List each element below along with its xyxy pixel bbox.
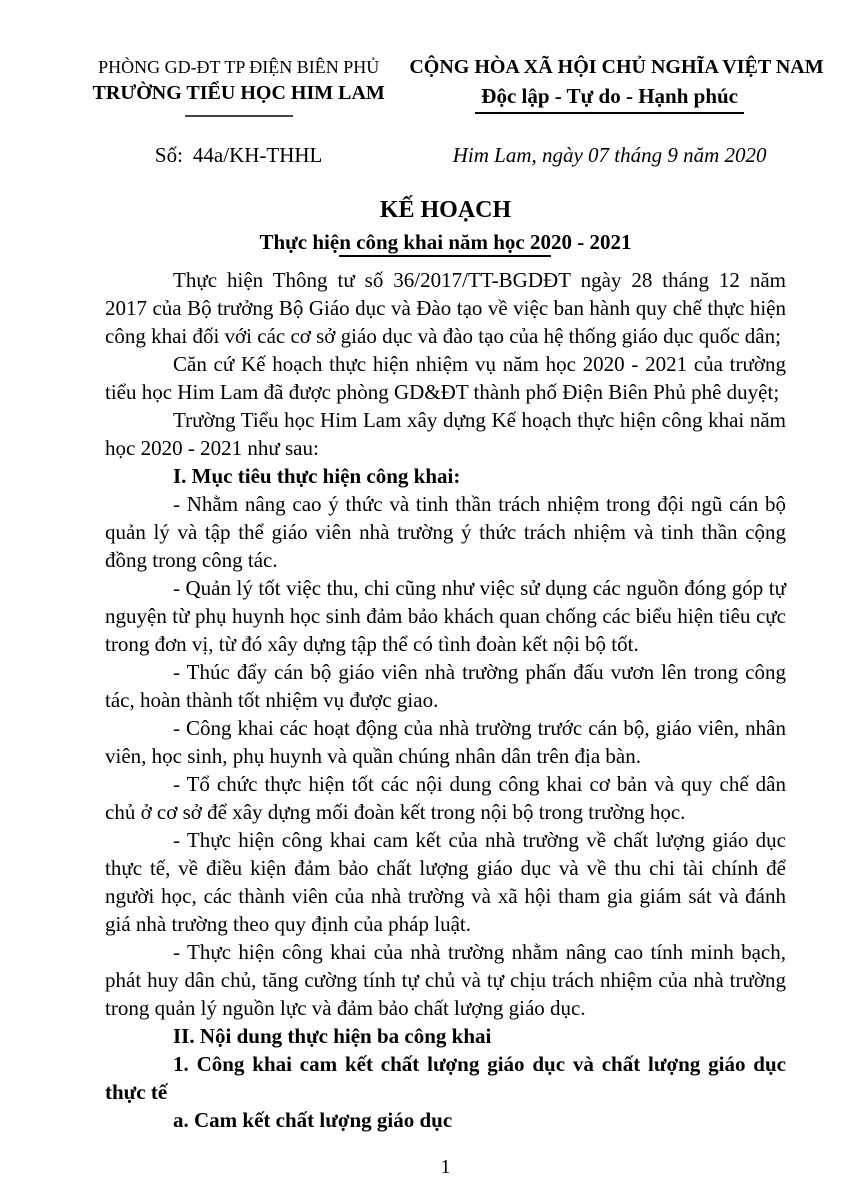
- title-block: [105, 195, 786, 256]
- paragraph: - Công khai các hoạt động của nhà trường trước cán bộ, giáo viên, nhân viên, học sinh, phụ huynh và quần chúng nhân dân trên địa bàn.: [105, 716, 786, 768]
- national-motto: [409, 83, 810, 114]
- paragraph: - Thúc đẩy cán bộ giáo viên nhà trường phấn đấu vươn lên trong công tác, hoàn thành tốt nhiệm vụ được giao.: [105, 660, 786, 712]
- document-body: [105, 266, 786, 1134]
- section-heading: I. Mục tiêu thực hiện công khai:: [173, 464, 461, 488]
- document-number: 44a/KH-THHL: [192, 143, 323, 167]
- subtitle-segment-underlined: n công khai năm học 20: [339, 230, 551, 257]
- document-subtitle: [105, 228, 786, 256]
- section-heading: II. Nội dung thực hiện ba công khai: [173, 1024, 492, 1048]
- paragraph: Trường Tiểu học Him Lam xây dựng Kế hoạch thực hiện công khai năm học 2020 - 2021 như sau:: [105, 408, 786, 460]
- paragraph: - Quản lý tốt việc thu, chi cũng như việc sử dụng các nguồn đóng góp tự nguyện từ phụ huynh học sinh đảm bảo khách quan chống các biểu hiện tiêu cực trong đơn vị, từ đó xây dựng tập thể có tình đoàn kết nội bộ tốt.: [105, 576, 786, 656]
- place-and-date: Him Lam, ngày 07 tháng 9 năm 2020: [452, 143, 767, 167]
- document-number-line: [68, 143, 409, 168]
- paragraph: - Nhằm nâng cao ý thức và tinh thần trách nhiệm trong đội ngũ cán bộ quản lý và tập thể giáo viên nhà trường ý thức trách nhiệm và tinh thần cộng đồng trong công tác.: [105, 492, 786, 572]
- document-meta-row: [68, 143, 810, 168]
- document-number-label: Số:: [154, 143, 183, 167]
- issuing-department: PHÒNG GD-ĐT TP ĐIỆN BIÊN PHỦ: [98, 57, 380, 77]
- header-left-rule: [185, 115, 293, 117]
- paragraph: - Tổ chức thực hiện tốt các nội dung công khai cơ bản và quy chế dân chủ ở cơ sở để xây dựng mối đoàn kết trong nội bộ trong trường học.: [105, 772, 786, 824]
- paragraph: Căn cứ Kế hoạch thực hiện nhiệm vụ năm học 2020 - 2021 của trường tiểu học Him Lam đã được phòng GD&ĐT thành phố Điện Biên Phủ phê duyệt;: [105, 352, 786, 404]
- page-number: 1: [440, 1156, 451, 1178]
- subtitle-segment-pre: Thực hiệ: [259, 230, 340, 254]
- national-motto-text: Độc lập - Tự do - Hạnh phúc: [475, 83, 744, 114]
- header-left-block: [68, 54, 409, 117]
- page-footer: [105, 1156, 786, 1179]
- section-heading: a. Cam kết chất lượng giáo dục: [173, 1108, 453, 1132]
- paragraph: Thực hiện Thông tư số 36/2017/TT-BGDĐT ngày 28 tháng 12 năm 2017 của Bộ trưởng Bộ Giáo dục và Đào tạo về việc ban hành quy chế thực hiện công khai đối với các cơ sở giáo dục và đào tạo của hệ thống giáo dục quốc dân;: [105, 268, 786, 348]
- document-header: [68, 54, 824, 117]
- subtitle-segment-post: 20 - 2021: [551, 230, 632, 254]
- document-title: KẾ HOẠCH: [379, 197, 512, 223]
- school-name: TRƯỜNG TIỂU HỌC HIM LAM: [92, 82, 385, 104]
- national-title: CỘNG HÒA XÃ HỘI CHỦ NGHĨA VIỆT NAM: [409, 56, 824, 78]
- paragraph: - Thực hiện công khai của nhà trường nhằm nâng cao tính minh bạch, phát huy dân chủ, tăng cường tính tự chủ và tự chịu trách nhiệm của nhà trường trong quản lý nguồn lực và đảm bảo chất lượng giáo dục.: [105, 940, 786, 1020]
- header-right-block: [409, 54, 824, 117]
- section-heading: 1. Công khai cam kết chất lượng giáo dục và chất lượng giáo dục thực tế: [105, 1052, 786, 1104]
- paragraph: - Thực hiện công khai cam kết của nhà trường về chất lượng giáo dục thực tế, về điều kiện đảm bảo chất lượng giáo dục và về thu chi tài chính để người học, các thành viên của nhà trường và xã hội tham gia giám sát và đánh giá nhà trường theo quy định của pháp luật.: [105, 828, 786, 936]
